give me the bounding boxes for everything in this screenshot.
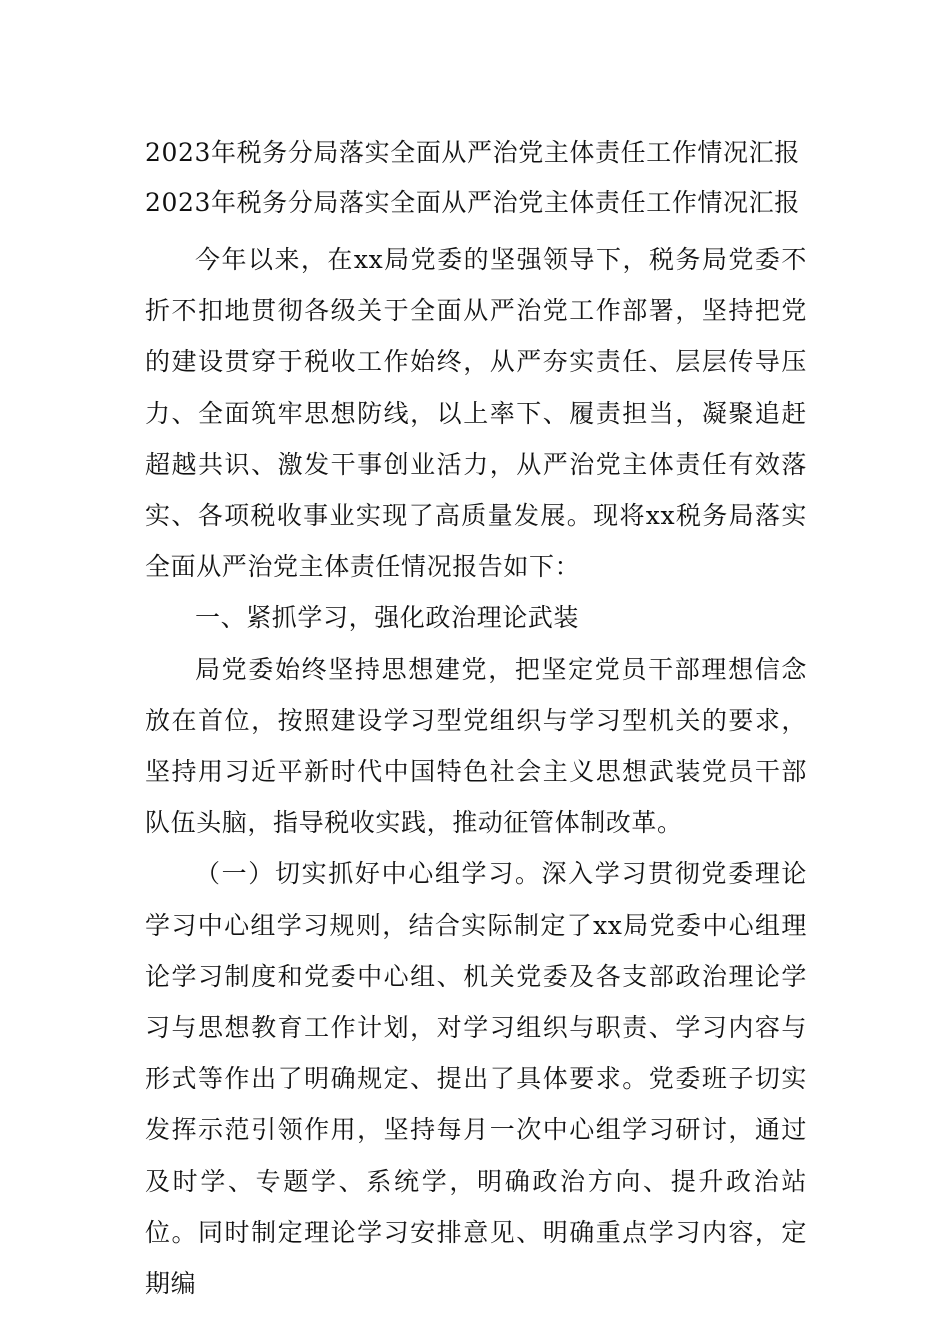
- section-1-paragraph: 局党委始终坚持思想建党，把坚定党员干部理想信念放在首位，按照建设学习型党组织与学习型机关的要求，坚持用习近平新时代中国特色社会主义思想武装党员干部队伍头脑，指导税收实践，推动征管体制改革。: [145, 654, 807, 838]
- document-title-repeat: 2023年税务分局落实全面从严治党主体责任工作情况汇报: [145, 188, 800, 217]
- document-content: [145, 128, 807, 1309]
- intro-paragraph: 今年以来，在xx局党委的坚强领导下，税务局党委不折不扣地贯彻各级关于全面从严治党工作部署，坚持把党的建设贯穿于税收工作始终，从严夯实责任、层层传导压力、全面筑牢思想防线，以上率下、履责担当，凝聚追赶超越共识、激发干事创业活力，从严治党主体责任有效落实、各项税收事业实现了高质量发展。现将xx税务局落实全面从严治党主体责任情况报告如下：: [145, 245, 807, 582]
- subsection-1-paragraph: （一）切实抓好中心组学习。深入学习贯彻党委理论学习中心组学习规则，结合实际制定了xx局党委中心组理论学习制度和党委中心组、机关党委及各支部政治理论学习与思想教育工作计划，对学习组织与职责、学习内容与形式等作出了明确规定、提出了具体要求。党委班子切实发挥示范引领作用，坚持每月一次中心组学习研讨，通过及时学、专题学、系统学，明确政治方向、提升政治站位。同时制定理论学习安排意见、明确重点学习内容，定期编: [145, 859, 807, 1299]
- section-heading-1: 一、紧抓学习，强化政治理论武装: [195, 603, 580, 633]
- document-title: 2023年税务分局落实全面从严治党主体责任工作情况汇报: [145, 138, 800, 167]
